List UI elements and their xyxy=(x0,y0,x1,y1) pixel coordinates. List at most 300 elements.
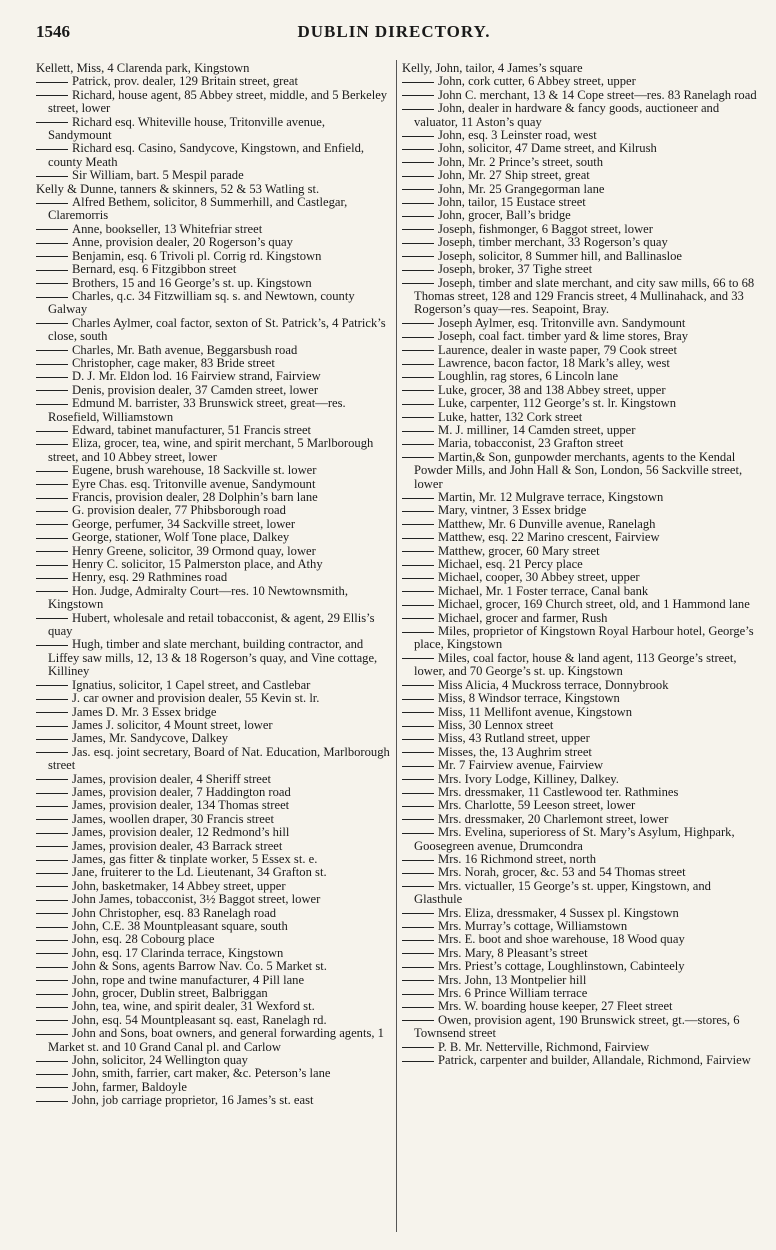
entry-text: Kelly, John, tailor, 4 James’s square xyxy=(402,61,583,75)
directory-entry xyxy=(402,1014,757,1041)
ditto-dash xyxy=(36,726,72,727)
directory-entry xyxy=(402,813,757,826)
ditto-dash xyxy=(36,980,72,981)
entry-text: Alfred Bethem, solicitor, 8 Summerhill, and Castlegar, Claremorris xyxy=(48,195,348,223)
ditto-dash xyxy=(402,940,438,941)
entry-text: Jas. esq. joint secretary, Board of Nat. Education, Marlborough street xyxy=(48,744,390,773)
entry-text: J. car owner and provision dealer, 55 Kevin st. lr. xyxy=(72,691,320,706)
ditto-dash xyxy=(402,538,438,539)
directory-entry xyxy=(36,183,391,196)
ditto-dash xyxy=(402,886,438,887)
entry-text: P. B. Mr. Netterville, Richmond, Fairview xyxy=(438,1039,650,1054)
entry-text: Mrs. Murray’s cottage, Williamstown xyxy=(438,919,628,933)
entry-text: Henry, esq. 29 Rathmines road xyxy=(72,570,228,585)
directory-entry xyxy=(36,531,391,544)
ditto-dash xyxy=(36,270,72,271)
entry-text: Charles, Mr. Bath avenue, Beggarsbush road xyxy=(72,342,298,357)
directory-entry xyxy=(402,1054,757,1067)
directory-entry xyxy=(402,236,757,249)
directory-entry xyxy=(36,75,391,88)
entry-text: James, gas fitter & tinplate worker, 5 Essex st. e. xyxy=(72,851,318,866)
directory-entry xyxy=(36,250,391,263)
entry-text: James, provision dealer, 12 Redmond’s hill xyxy=(72,825,290,840)
directory-entry xyxy=(402,89,757,102)
ditto-dash xyxy=(36,873,72,874)
directory-entry xyxy=(402,518,757,531)
directory-entry xyxy=(402,719,757,732)
entry-text: G. provision dealer, 77 Phibsborough road xyxy=(72,503,286,518)
entry-text: Joseph, solicitor, 8 Summer hill, and Ballinasloe xyxy=(438,248,682,263)
directory-entry xyxy=(36,1027,391,1054)
directory-entry xyxy=(36,558,391,571)
entry-text: Laurence, dealer in waste paper, 79 Cook street xyxy=(438,342,678,357)
directory-entry xyxy=(402,504,757,517)
directory-entry xyxy=(402,437,757,450)
ditto-dash xyxy=(402,980,438,981)
directory-entry xyxy=(36,357,391,370)
ditto-dash xyxy=(402,323,438,324)
ditto-dash xyxy=(36,243,72,244)
ditto-dash xyxy=(36,994,72,995)
ditto-dash xyxy=(36,82,72,83)
entry-text: Loughlin, rag stores, 6 Lincoln lane xyxy=(438,369,619,384)
directory-entry xyxy=(402,129,757,142)
entry-text: John James, tobacconist, 3½ Baggot street, lower xyxy=(72,892,321,907)
entry-text: John C. merchant, 13 & 14 Cope street—res. 83 Ranelagh road xyxy=(438,87,757,102)
entry-text: James, provision dealer, 7 Haddington road xyxy=(72,784,291,799)
ditto-dash xyxy=(36,1007,72,1008)
ditto-dash xyxy=(36,793,72,794)
ditto-dash xyxy=(402,873,438,874)
entry-text: Mrs. Eliza, dressmaker, 4 Sussex pl. Kingstown xyxy=(438,905,679,920)
ditto-dash xyxy=(36,323,72,324)
directory-entry xyxy=(402,960,757,973)
entry-text: John, cork cutter, 6 Abbey street, upper xyxy=(438,74,636,89)
entry-text: Luke, hatter, 132 Cork street xyxy=(438,409,583,424)
ditto-dash xyxy=(36,846,72,847)
directory-entry xyxy=(402,317,757,330)
entry-text: Richard esq. Whiteville house, Tritonville avenue, Sandymount xyxy=(48,114,325,143)
page-title: DUBLIN DIRECTORY. xyxy=(297,22,491,41)
entry-text: Sir William, bart. 5 Mespil parade xyxy=(72,168,244,183)
directory-entry xyxy=(402,223,757,236)
ditto-dash xyxy=(402,819,438,820)
ditto-dash xyxy=(402,833,438,834)
entry-text: Miss, 11 Mellifont avenue, Kingstown xyxy=(438,704,633,719)
ditto-dash xyxy=(36,256,72,257)
ditto-dash xyxy=(402,632,438,633)
directory-entry xyxy=(36,773,391,786)
directory-entry xyxy=(402,746,757,759)
directory-entry xyxy=(36,826,391,839)
ditto-dash xyxy=(36,618,72,619)
directory-entry xyxy=(36,236,391,249)
directory-entry xyxy=(36,893,391,906)
ditto-dash xyxy=(402,283,438,284)
directory-entry xyxy=(36,464,391,477)
directory-entry xyxy=(402,142,757,155)
ditto-dash xyxy=(402,136,438,137)
ditto-dash xyxy=(402,444,438,445)
ditto-dash xyxy=(402,752,438,753)
directory-entry xyxy=(36,491,391,504)
entry-text: John, solicitor, 47 Dame street, and Kilrush xyxy=(438,141,657,156)
directory-entry xyxy=(36,692,391,705)
entry-text: Eliza, grocer, tea, wine, and spirit merchant, 5 Marlborough street, and 10 Abbey street, lower xyxy=(48,436,374,464)
directory-entry xyxy=(402,62,757,75)
ditto-dash xyxy=(36,578,72,579)
directory-entry xyxy=(36,933,391,946)
ditto-dash xyxy=(402,189,438,190)
entry-text: John & Sons, agents Barrow Nav. Co. 5 Market st. xyxy=(72,959,327,974)
ditto-dash xyxy=(402,739,438,740)
ditto-dash xyxy=(36,176,72,177)
ditto-dash xyxy=(36,1061,72,1062)
ditto-dash xyxy=(36,1074,72,1075)
ditto-dash xyxy=(402,109,438,110)
ditto-dash xyxy=(402,216,438,217)
entry-text: Joseph, coal fact. timber yard & lime stores, Bray xyxy=(438,329,689,344)
directory-entry xyxy=(402,263,757,276)
entry-text: Charles Aylmer, coal factor, sexton of St. Patrick’s, 4 Patrick’s close, south xyxy=(48,315,386,344)
entry-text: Joseph, timber merchant, 33 Rogerson’s quay xyxy=(438,235,668,250)
entry-text: Joseph, broker, 37 Tighe street xyxy=(438,262,593,277)
entry-text: John, C.E. 38 Mountpleasant square, south xyxy=(72,919,288,933)
ditto-dash xyxy=(402,149,438,150)
entry-text: Denis, provision dealer, 37 Camden street, lower xyxy=(72,382,319,397)
ditto-dash xyxy=(402,699,438,700)
ditto-dash xyxy=(402,82,438,83)
entry-text: John, farmer, Baldoyle xyxy=(72,1079,187,1094)
ditto-dash xyxy=(36,645,72,646)
ditto-dash xyxy=(402,766,438,767)
entry-text: Richard esq. Casino, Sandycove, Kingstown, and Enfield, county Meath xyxy=(48,141,365,169)
directory-entry xyxy=(36,424,391,437)
ditto-dash xyxy=(402,927,438,928)
directory-entry xyxy=(402,545,757,558)
ditto-dash xyxy=(36,940,72,941)
ditto-dash xyxy=(402,551,438,552)
ditto-dash xyxy=(36,390,72,391)
directory-entry xyxy=(36,679,391,692)
directory-entry xyxy=(36,518,391,531)
directory-entry xyxy=(36,169,391,182)
entry-text: Michael, grocer, 169 Church street, old, and 1 Hammond lane xyxy=(438,597,750,612)
ditto-dash xyxy=(36,524,72,525)
entry-text: John, esq. 28 Cobourg place xyxy=(72,932,215,947)
entry-text: John, smith, farrier, cart maker, &c. Peterson’s lane xyxy=(72,1066,331,1081)
ditto-dash xyxy=(36,538,72,539)
ditto-dash xyxy=(402,243,438,244)
entry-text: John, esq. 54 Mountpleasant sq. east, Ranelagh rd. xyxy=(72,1012,327,1027)
directory-entry xyxy=(36,545,391,558)
ditto-dash xyxy=(36,229,72,230)
ditto-dash xyxy=(36,95,72,96)
ditto-dash xyxy=(402,658,438,659)
directory-entry xyxy=(402,947,757,960)
ditto-dash xyxy=(36,819,72,820)
directory-entry xyxy=(402,866,757,879)
ditto-dash xyxy=(402,1061,438,1062)
ditto-dash xyxy=(36,779,72,780)
directory-entry xyxy=(402,799,757,812)
ditto-dash xyxy=(36,1101,72,1102)
entry-text: Mrs. Charlotte, 59 Leeson street, lower xyxy=(438,798,636,813)
entry-text: Kelly & Dunne, tanners & skinners, 52 & 53 Watling st. xyxy=(36,181,320,196)
ditto-dash xyxy=(36,833,72,834)
ditto-dash xyxy=(402,967,438,968)
directory-entry xyxy=(36,813,391,826)
directory-entry xyxy=(402,679,757,692)
entry-text: John, dealer in hardware & fancy goods, auctioneer and valuator, 11 Aston’s quay xyxy=(414,101,720,129)
directory-entry xyxy=(402,612,757,625)
entry-text: Mrs. Priest’s cottage, Loughlinstown, Cabinteely xyxy=(438,959,685,974)
directory-entry xyxy=(402,1041,757,1054)
ditto-dash xyxy=(36,364,72,365)
entry-text: Michael, Mr. 1 Foster terrace, Canal bank xyxy=(438,583,649,598)
directory-entry xyxy=(402,75,757,88)
directory-entry xyxy=(402,330,757,343)
ditto-dash xyxy=(402,364,438,365)
entry-text: John, rope and twine manufacturer, 4 Pill lane xyxy=(72,972,305,987)
ditto-dash xyxy=(36,565,72,566)
ditto-dash xyxy=(36,900,72,901)
entry-text: Mrs. 6 Prince William terrace xyxy=(438,986,588,1001)
directory-entry xyxy=(402,357,757,370)
entry-text: Jane, fruiterer to the Ld. Lieutenant, 34 Grafton st. xyxy=(72,865,327,880)
entry-text: Miles, proprietor of Kingstown Royal Harbour hotel, George’s place, Kingstown xyxy=(414,624,754,652)
entry-text: Edward, tabinet manufacturer, 51 Francis street xyxy=(72,422,312,437)
directory-entry xyxy=(36,907,391,920)
entry-text: Mrs. dressmaker, 11 Castlewood ter. Rathmines xyxy=(438,784,679,799)
entry-text: Mrs. dressmaker, 20 Charlemont street, lower xyxy=(438,811,669,826)
directory-entry xyxy=(36,960,391,973)
directory-entry xyxy=(36,437,391,464)
entry-text: Bernard, esq. 6 Fitzgibbon street xyxy=(72,262,237,277)
directory-entry xyxy=(402,183,757,196)
ditto-dash xyxy=(36,712,72,713)
entry-text: Edmund M. barrister, 33 Brunswick street, great—res. Rosefield, Williamstown xyxy=(48,396,346,424)
directory-entry xyxy=(402,920,757,933)
directory-entry xyxy=(36,263,391,276)
ditto-dash xyxy=(36,1034,72,1035)
directory-entry xyxy=(36,89,391,116)
entry-text: Hubert, wholesale and retail tobacconist, & agent, 29 Ellis’s quay xyxy=(48,610,375,639)
entry-text: Matthew, Mr. 6 Dunville avenue, Ranelagh xyxy=(438,516,656,531)
directory-entry xyxy=(36,277,391,290)
ditto-dash xyxy=(402,498,438,499)
entry-text: John, tailor, 15 Eustace street xyxy=(438,195,586,210)
entry-text: Mrs. Ivory Lodge, Killiney, Dalkey. xyxy=(438,771,619,786)
entry-text: Anne, provision dealer, 20 Rogerson’s quay xyxy=(72,235,293,250)
directory-entry xyxy=(36,1000,391,1013)
entry-text: Patrick, carpenter and builder, Allandale, Richmond, Fairview xyxy=(438,1053,751,1068)
entry-text: John, esq. 17 Clarinda terrace, Kingstown xyxy=(72,945,284,960)
directory-entry xyxy=(36,974,391,987)
ditto-dash xyxy=(36,484,72,485)
ditto-dash xyxy=(402,1047,438,1048)
ditto-dash xyxy=(402,203,438,204)
directory-entry xyxy=(402,384,757,397)
directory-entry xyxy=(36,290,391,317)
ditto-dash xyxy=(402,431,438,432)
entry-text: Miles, coal factor, house & land agent, 113 George’s street, lower, and 70 George’s st. up. Kingstown xyxy=(414,650,737,679)
ditto-dash xyxy=(36,739,72,740)
directory-entry xyxy=(402,397,757,410)
directory-entry xyxy=(36,142,391,169)
directory-entry xyxy=(402,652,757,679)
entry-text: Mr. 7 Fairview avenue, Fairview xyxy=(438,758,604,773)
column-divider xyxy=(396,60,397,1232)
entry-text: Luke, carpenter, 112 George’s st. lr. Kingstown xyxy=(438,396,677,411)
directory-entry xyxy=(36,840,391,853)
directory-entry xyxy=(36,116,391,143)
directory-entry xyxy=(402,370,757,383)
entry-text: John, solicitor, 24 Wellington quay xyxy=(72,1053,248,1068)
ditto-dash xyxy=(402,270,438,271)
directory-entry xyxy=(36,344,391,357)
entry-text: Joseph, timber and slate merchant, and city saw mills, 66 to 68 Thomas street, 128 and 129 Francis street, 4 Mullinahack, and 33 Rogerson’s quay—res. Seapoint, Bray. xyxy=(414,275,755,317)
entry-text: Martin,& Son, gunpowder merchants, agents to the Kendal Powder Mills, and John Hall & Son, London, 56 Sackville street, lower xyxy=(414,449,743,491)
ditto-dash xyxy=(36,685,72,686)
directory-entry xyxy=(402,558,757,571)
entry-text: Miss, 30 Lennox street xyxy=(438,717,554,732)
entry-text: John, Mr. 25 Grangegorman lane xyxy=(438,181,605,196)
ditto-dash xyxy=(402,726,438,727)
ditto-dash xyxy=(36,283,72,284)
ditto-dash xyxy=(36,203,72,204)
ditto-dash xyxy=(402,511,438,512)
entry-text: John, job carriage proprietor, 16 James’s st. east xyxy=(72,1093,314,1108)
directory-entry xyxy=(402,987,757,1000)
directory-entry xyxy=(402,773,757,786)
entry-text: Joseph Aylmer, esq. Tritonville avn. Sandymount xyxy=(438,315,686,330)
ditto-dash xyxy=(36,591,72,592)
entry-text: John, grocer, Ball’s bridge xyxy=(438,208,571,223)
ditto-dash xyxy=(402,162,438,163)
ditto-dash xyxy=(36,752,72,753)
entry-text: Maria, tobacconist, 23 Grafton street xyxy=(438,436,624,451)
entry-text: M. J. milliner, 14 Camden street, upper xyxy=(438,422,636,437)
directory-entry xyxy=(402,1000,757,1013)
entry-text: Brothers, 15 and 16 George’s st. up. Kingstown xyxy=(72,275,312,290)
directory-entry xyxy=(402,250,757,263)
page-number: 1546 xyxy=(36,22,70,41)
ditto-dash xyxy=(36,377,72,378)
ditto-dash xyxy=(36,913,72,914)
ditto-dash xyxy=(402,95,438,96)
directory-entry xyxy=(402,880,757,907)
entry-text: Luke, grocer, 38 and 138 Abbey street, upper xyxy=(438,382,666,397)
entry-text: John, esq. 3 Leinster road, west xyxy=(438,128,597,143)
ditto-dash xyxy=(36,1087,72,1088)
ditto-dash xyxy=(402,605,438,606)
directory-entry xyxy=(402,411,757,424)
ditto-dash xyxy=(402,176,438,177)
directory-entry xyxy=(402,451,757,491)
directory-entry xyxy=(36,1054,391,1067)
directory-entry xyxy=(36,317,391,344)
directory-entry xyxy=(402,732,757,745)
directory-entry xyxy=(36,370,391,383)
ditto-dash xyxy=(402,256,438,257)
ditto-dash xyxy=(36,699,72,700)
directory-entry xyxy=(402,826,757,853)
ditto-dash xyxy=(36,860,72,861)
ditto-dash xyxy=(36,511,72,512)
ditto-dash xyxy=(402,337,438,338)
entry-text: John, Mr. 2 Prince’s street, south xyxy=(438,154,604,169)
entry-text: James, provision dealer, 4 Sheriff street xyxy=(72,771,271,786)
entry-text: Owen, provision agent, 190 Brunswick street, gt.—stores, 6 Townsend street xyxy=(414,1012,740,1041)
directory-entry xyxy=(402,706,757,719)
page-header xyxy=(36,22,752,46)
entry-text: Mrs. John, 13 Montpelier hill xyxy=(438,972,587,987)
directory-entry xyxy=(402,625,757,652)
ditto-dash xyxy=(36,297,72,298)
directory-entry xyxy=(36,853,391,866)
entry-text: Mrs. Evelina, superioress of St. Mary’s Asylum, Highpark, Goosegreen avenue, Drumcondra xyxy=(414,825,735,853)
entry-text: George, perfumer, 34 Sackville street, lower xyxy=(72,516,296,531)
ditto-dash xyxy=(402,229,438,230)
directory-entry xyxy=(36,799,391,812)
ditto-dash xyxy=(402,565,438,566)
directory-entry xyxy=(36,504,391,517)
ditto-dash xyxy=(402,806,438,807)
directory-entry xyxy=(36,732,391,745)
entry-text: Eugene, brush warehouse, 18 Sackville st. lower xyxy=(72,463,317,478)
directory-entry xyxy=(36,223,391,236)
entry-text: Mrs. E. boot and shoe warehouse, 18 Wood quay xyxy=(438,932,685,947)
directory-entry xyxy=(36,719,391,732)
entry-text: Matthew, esq. 22 Marino crescent, Fairview xyxy=(438,530,660,545)
directory-entry xyxy=(36,397,391,424)
entry-text: Eyre Chas. esq. Tritonville avenue, Sandymount xyxy=(72,476,316,491)
directory-entry xyxy=(402,156,757,169)
entry-text: John and Sons, boat owners, and general forwarding agents, 1 Market st. and 10 Grand Canal pl. and Carlow xyxy=(48,1026,384,1054)
directory-entry xyxy=(36,585,391,612)
directory-entry xyxy=(36,478,391,491)
ditto-dash xyxy=(36,1020,72,1021)
directory-entry xyxy=(36,786,391,799)
entry-text: John Christopher, esq. 83 Ranelagh road xyxy=(72,905,277,920)
directory-entry xyxy=(402,344,757,357)
directory-entry xyxy=(36,880,391,893)
ditto-dash xyxy=(402,417,438,418)
entry-text: Misses, the, 13 Aughrim street xyxy=(438,744,592,759)
ditto-dash xyxy=(36,953,72,954)
ditto-dash xyxy=(402,779,438,780)
ditto-dash xyxy=(36,149,72,150)
directory-entry xyxy=(36,612,391,639)
directory-entry xyxy=(36,62,391,75)
directory-entry xyxy=(36,987,391,1000)
entry-text: Michael, grocer and farmer, Rush xyxy=(438,610,608,625)
ditto-dash xyxy=(402,712,438,713)
ditto-dash xyxy=(402,350,438,351)
directory-entry xyxy=(36,196,391,223)
ditto-dash xyxy=(402,1007,438,1008)
ditto-dash xyxy=(36,444,72,445)
directory-entry xyxy=(402,491,757,504)
directory-entry xyxy=(36,920,391,933)
ditto-dash xyxy=(402,953,438,954)
directory-entry xyxy=(402,571,757,584)
ditto-dash xyxy=(402,618,438,619)
entry-text: D. J. Mr. Eldon lod. 16 Fairview strand, Fairview xyxy=(72,369,321,384)
entry-text: James D. Mr. 3 Essex bridge xyxy=(72,704,217,719)
directory-entry xyxy=(36,947,391,960)
